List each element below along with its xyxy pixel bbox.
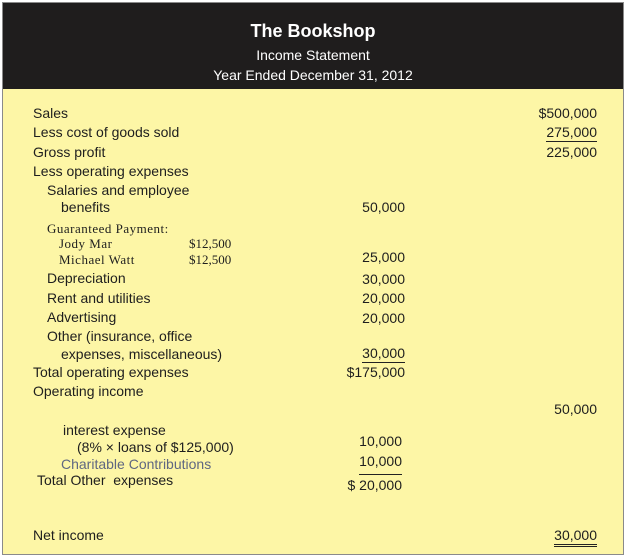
cogs-label: Less cost of goods sold: [33, 124, 180, 140]
partner-jody-name: Jody Mar: [59, 236, 113, 251]
statement-period: Year Ended December 31, 2012: [213, 67, 413, 83]
sales-value: $500,000: [538, 105, 597, 121]
charitable-label: Charitable Contributions: [61, 456, 212, 472]
net-income-value: 30,000: [554, 527, 597, 547]
rent-label: Rent and utilities: [47, 290, 151, 306]
interest-value: 10,000: [359, 433, 402, 449]
guaranteed-total-value: 25,000: [362, 249, 405, 265]
depreciation-value: 30,000: [362, 271, 405, 287]
statement-title: Income Statement: [256, 47, 370, 63]
salaries-label-line2: benefits: [61, 199, 111, 215]
total-opex-value: $175,000: [346, 364, 405, 380]
other-label-line1: Other (insurance, office: [47, 328, 193, 344]
cogs-value: 275,000: [546, 124, 597, 140]
other-value: 30,000: [362, 345, 405, 361]
interest-label-line2: (8% × loans of $125,000): [77, 439, 234, 455]
interest-label-line1: interest expense: [63, 422, 166, 438]
gross-profit-label: Gross profit: [33, 144, 106, 160]
operating-income-value: 50,000: [554, 401, 597, 417]
charitable-value: 10,000: [359, 453, 402, 475]
partner-michael-name: Michael Watt: [59, 252, 135, 267]
sales-label: Sales: [33, 105, 69, 121]
salaries-label-line1: Salaries and employee: [47, 182, 190, 198]
partner-jody-amount: $12,500: [189, 236, 232, 251]
net-income-label: Net income: [33, 527, 104, 543]
guaranteed-payment-label: Guaranteed Payment:: [47, 221, 169, 236]
gross-profit-value: 225,000: [546, 144, 597, 160]
other-label-line2: expenses, miscellaneous): [61, 346, 223, 362]
opex-header: Less operating expenses: [33, 163, 189, 179]
operating-income-label: Operating income: [33, 383, 144, 399]
salaries-value: 50,000: [362, 199, 405, 215]
statement-header: [3, 3, 623, 89]
total-other-value: $ 20,000: [347, 477, 402, 493]
total-other-label: Total Other expenses: [37, 472, 174, 488]
depreciation-label: Depreciation: [47, 270, 126, 286]
advertising-label: Advertising: [47, 309, 117, 325]
income-statement: [2, 2, 624, 555]
partner-michael-amount: $12,500: [189, 252, 232, 267]
total-opex-label: Total operating expenses: [33, 364, 189, 380]
advertising-value: 20,000: [362, 310, 405, 326]
company-name: The Bookshop: [250, 21, 376, 41]
rent-value: 20,000: [362, 290, 405, 306]
